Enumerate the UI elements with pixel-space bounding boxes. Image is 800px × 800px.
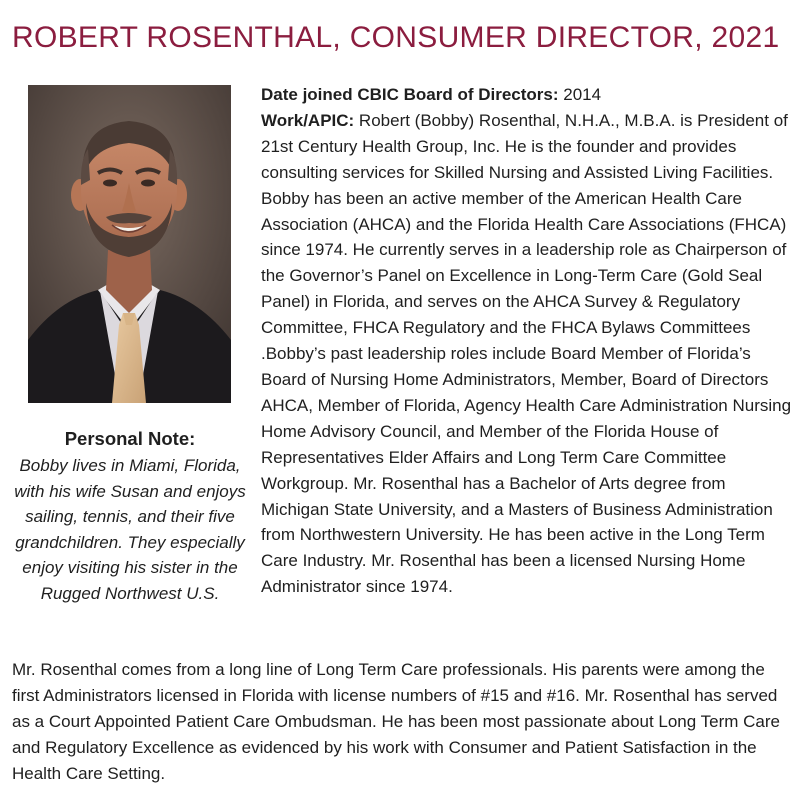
personal-note [8,425,252,606]
portrait-photo [28,85,231,403]
personal-note-heading: Personal Note: [64,428,196,449]
personal-note-text: Bobby lives in Miami, Florida, with his wife Susan and enjoys sailing, tennis, and their five grandchildren. They especially enjoy visiting his sister in the Rugged Northwest U.S. [14,456,246,603]
date-joined [261,82,793,108]
work-label: Work/APIC: [261,110,355,130]
page-title: ROBERT ROSENTHAL, CONSUMER DIRECTOR, 2021 [12,21,780,54]
work-text: Robert (Bobby) Rosenthal, N.H.A., M.B.A. is President of 21st Century Health Group, Inc. He is the founder and provides consulting services for Skilled Nursing and Assisted Living Facilities. Bobby has been an active member of the American Health Care Association (AHCA) and the Florida Health Care Associations (FHCA) since 1974. He currently serves in a leadership role as Chairperson of the Governor’s Panel on Excellence in Long-Term Care (Gold Seal Panel) in Florida, and serves on the AHCA Survey & Regulatory Committee, FHCA Regulatory and the FHCA Bylaws Committees .Bobby’s past leadership roles include Board Member of Florida’s Board of Nursing Home Administrators, Member, Board of Directors AHCA, Member of Florida, Agency Health Care Administration Nursing Home Advisory Council, and Member of the Florida House of Representatives Elder Affairs and Long Term Care Committee Workgroup. Mr. Rosenthal has a Bachelor of Arts degree from Michigan State University, and a Masters of Business Administration from Northwestern University. He has been active in the Long Term Care Industry. Mr. Rosenthal has been a licensed Nursing Home Administrator since 1974. [261,110,792,597]
bio-main [261,82,793,600]
date-joined-label: Date joined CBIC Board of Directors: [261,85,559,104]
bottom-paragraph: Mr. Rosenthal comes from a long line of Long Term Care professionals. His parents were among the first Administrators licensed in Florida with license numbers of #15 and #16. Mr. Rosenthal has served as a Court Appointed Patient Care Ombudsman. He has been most passionate about Long Term Care and Regulatory Excellence as evidenced by his work with Consumer and Patient Satisfaction in the Health Care Setting. [12,660,780,783]
portrait-illustration [28,85,231,403]
date-joined-value: 2014 [558,85,602,104]
work-paragraph [261,108,793,600]
